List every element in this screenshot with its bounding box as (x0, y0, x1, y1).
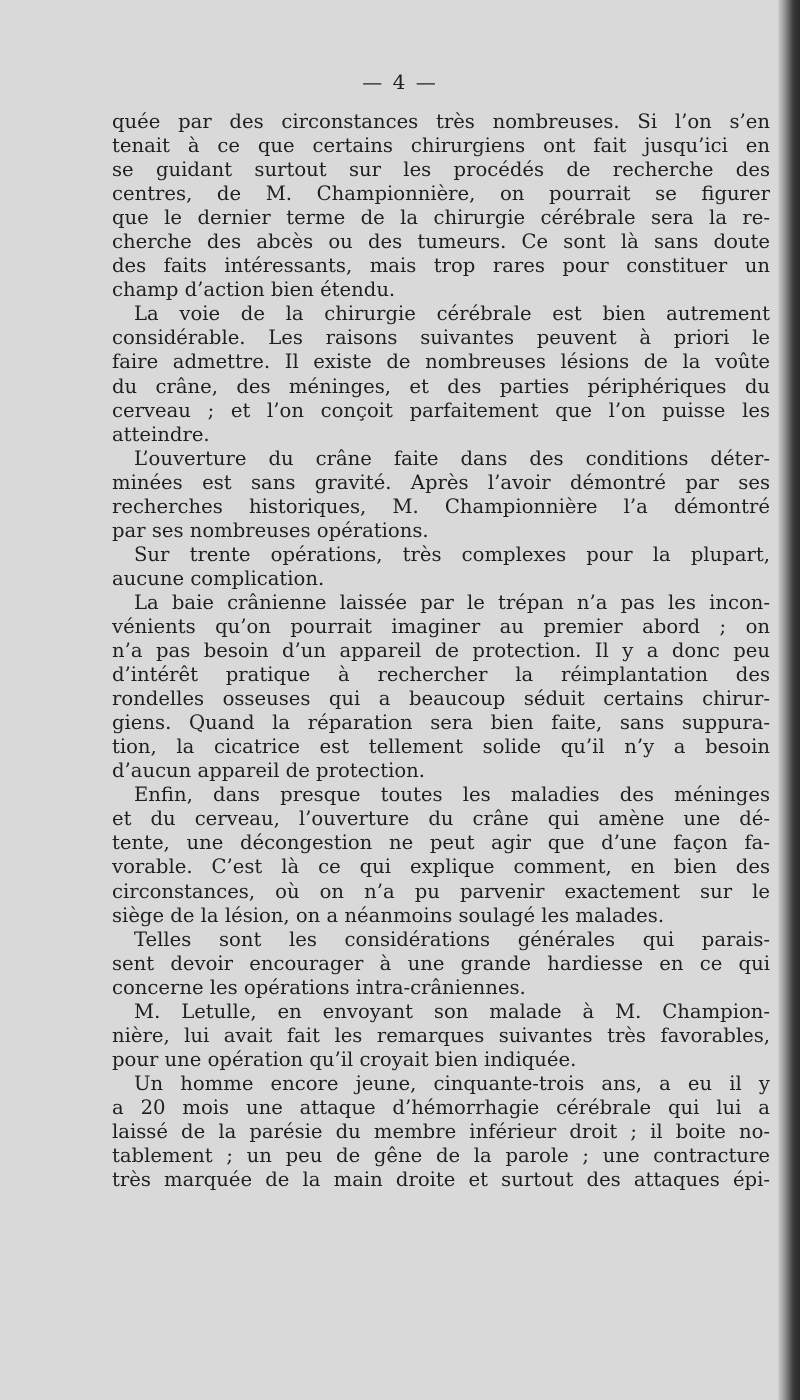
text-line: cherche des abcès ou des tumeurs. Ce sont là sans doute (112, 230, 770, 254)
text-line: recherches historiques, M. Championnière l’a démontré (112, 494, 770, 518)
text-line: Sur trente opérations, très complexes pour la plupart, (134, 542, 770, 566)
text-line: siège de la lésion, on a néanmoins soulagé les malades. (112, 903, 665, 927)
text-line: que le dernier terme de la chirurgie cérébrale sera la re- (112, 206, 770, 230)
text-line: vorable. C’est là ce qui explique comment, en bien des (112, 855, 770, 879)
text-line: tenait à ce que certains chirurgiens ont fait jusqu’ici en (112, 134, 770, 158)
text-line: giens. Quand la réparation sera bien faite, sans suppura- (112, 711, 770, 735)
text-line: pour une opération qu’il croyait bien indiquée. (112, 1047, 577, 1071)
text-line: L’ouverture du crâne faite dans des conditions déter- (134, 446, 770, 470)
text-line: circonstances, où on n’a pu parvenir exactement sur le (112, 879, 770, 903)
text-line: par ses nombreuses opérations. (112, 518, 429, 542)
text-line: vénients qu’on pourrait imaginer au premier abord ; on (112, 614, 770, 638)
text-line: La baie crânienne laissée par le trépan n’a pas les incon- (134, 590, 770, 614)
text-line: nière, lui avait fait les remarques suivantes très favorables, (112, 1023, 770, 1047)
text-line: La voie de la chirurgie cérébrale est bien autrement (134, 302, 770, 326)
text-line: tablement ; un peu de gêne de la parole ; une contracture (112, 1144, 770, 1168)
text-line: cerveau ; et l’on conçoit parfaitement que l’on puisse les (112, 398, 770, 422)
text-line: aucune complication. (112, 566, 325, 590)
text-line: du crâne, des méninges, et des parties périphériques du (112, 374, 770, 398)
text-line: centres, de M. Championnière, on pourrait se figurer (112, 182, 770, 206)
text-line: atteindre. (112, 422, 210, 446)
text-line: d’aucun appareil de protection. (112, 759, 425, 783)
text-line: tente, une décongestion ne peut agir que d’une façon fa- (112, 831, 770, 855)
text-line: quée par des circonstances très nombreuses. Si l’on s’en (112, 110, 770, 133)
text-line: d’intérêt pratique à rechercher la réimplantation des (112, 663, 770, 687)
text-line: champ d’action bien étendu. (112, 278, 396, 302)
text-line: rondelles osseuses qui a beaucoup séduit certains chirur- (112, 687, 770, 711)
text-line: Enfin, dans presque toutes les maladies des méninges (134, 783, 770, 807)
text-line: et du cerveau, l’ouverture du crâne qui amène une dé- (112, 807, 770, 831)
text-line: n’a pas besoin d’un appareil de protection. Il y a donc peu (112, 639, 770, 663)
text-line: M. Letulle, en envoyant son malade à M. Champion- (134, 999, 770, 1023)
text-line: sent devoir encourager à une grande hardiesse en ce qui (112, 951, 770, 975)
text-line: concerne les opérations intra-crâniennes. (112, 975, 526, 999)
text-line: faire admettre. Il existe de nombreuses lésions de la voûte (112, 350, 770, 374)
text-line: considérable. Les raisons suivantes peuvent à priori le (112, 326, 770, 350)
text-line: se guidant surtout sur les procédés de recherche des (112, 158, 770, 182)
text-line: minées est sans gravité. Après l’avoir démontré par ses (112, 470, 770, 494)
text-line: tion, la cicatrice est tellement solide qu’il n’y a besoin (112, 735, 770, 759)
text-line: Telles sont les considérations générales qui parais- (134, 927, 770, 951)
text-line: des faits intéressants, mais trop rares pour constituer un (112, 254, 770, 278)
text-line: Un homme encore jeune, cinquante-trois ans, a eu il y (134, 1071, 770, 1095)
page-number: — 4 — (362, 70, 438, 94)
text-line: laissé de la parésie du membre inférieur droit ; il boite no- (112, 1119, 770, 1143)
page-edge-shadow (778, 0, 800, 1400)
body-text (112, 110, 770, 1192)
text-line: a 20 mois une attaque d’hémorrhagie cérébrale qui lui a (112, 1095, 770, 1119)
text-line: très marquée de la main droite et surtout des attaques épi- (112, 1168, 770, 1192)
